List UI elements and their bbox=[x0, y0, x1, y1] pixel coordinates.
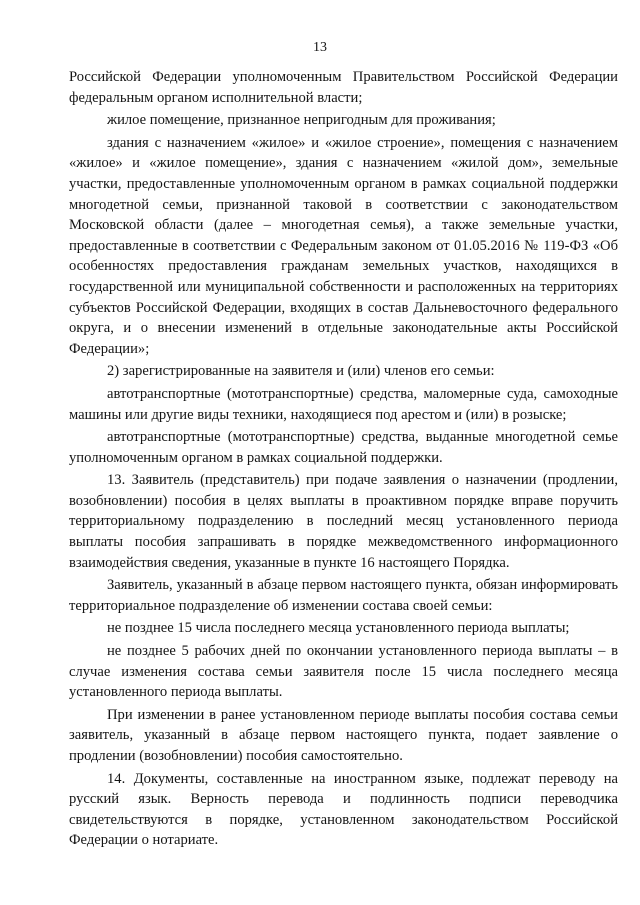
paragraph-8: Заявитель, указанный в абзаце первом настоящего пункта, обязан информировать территориальное подразделение об изменении состава своей семьи: bbox=[69, 577, 618, 614]
paragraph-4: 2) зарегистрированные на заявителя и (или) членов его семьи: bbox=[107, 363, 495, 380]
paragraph-5: автотранспортные (мототранспортные) средства, маломерные суда, самоходные машины или другие виды техники, находящиеся под арестом и (или) в розыске; bbox=[69, 385, 618, 423]
paragraph-2: жилое помещение, признанное непригодным для проживания; bbox=[107, 112, 496, 129]
paragraph-1: Российской Федерации уполномоченным Правительством Российской Федерации федеральным органом исполнительной власти; bbox=[69, 69, 618, 106]
document-body bbox=[69, 67, 618, 851]
paragraph-12: 14. Документы, составленные на иностранном языке, подлежат переводу на русский язык. Верность перевода и подлинность подписи переводчика свидетельствуются в порядке, установленном законодательством Российской Федерации о нотариате. bbox=[69, 770, 618, 849]
paragraph-11: При изменении в ранее установленном периоде выплаты пособия состава семьи заявитель, указанный в абзаце первом настоящего пункта, подает заявление о продлении (возобновлении) пособия самостоятельно. bbox=[69, 706, 618, 764]
page-number: 13 bbox=[313, 40, 327, 55]
paragraph-3: здания с назначением «жилое» и «жилое строение», помещения с назначением «жилое» и «жилое помещение», здания с назначением «жилой дом», земельные участки, предоставленные уполномоченным органом в рамках социальной поддержки многодетной семьи, признанной таковой в соответствии с законодательством Московской области (далее – многодетная семья), а также земельные участки, предоставленные в соответствии с Федеральным законом от 01.05.2016 № 119-ФЗ «Об особенностях предоставления гражданам земельных участков, находящихся в государственной или муниципальной собственности и расположенных на территориях субъектов Российской Федерации, входящих в состав Дальневосточного федерального округа, и о внесении изменений в отдельные законодательные акты Российской Федерации»; bbox=[69, 134, 618, 357]
paragraph-6: автотранспортные (мототранспортные) средства, выданные многодетной семье уполномоченным органом в рамках социальной поддержки. bbox=[69, 429, 618, 466]
paragraph-9: не позднее 15 числа последнего месяца установленного периода выплаты; bbox=[107, 620, 570, 637]
paragraph-10: не позднее 5 рабочих дней по окончании установленного периода выплаты – в случае изменения состава семьи заявителя после 15 числа последнего месяца установленного периода выплаты. bbox=[69, 643, 618, 701]
paragraph-7: 13. Заявитель (представитель) при подаче заявления о назначении (продлении, возобновлении) пособия в целях выплаты в проактивном порядке вправе поручить территориальному подразделению в последний месяц установленного периода выплаты пособия запрашивать в порядке межведомственного информационного взаимодействия сведения, указанные в пункте 16 настоящего Порядка. bbox=[69, 472, 618, 571]
